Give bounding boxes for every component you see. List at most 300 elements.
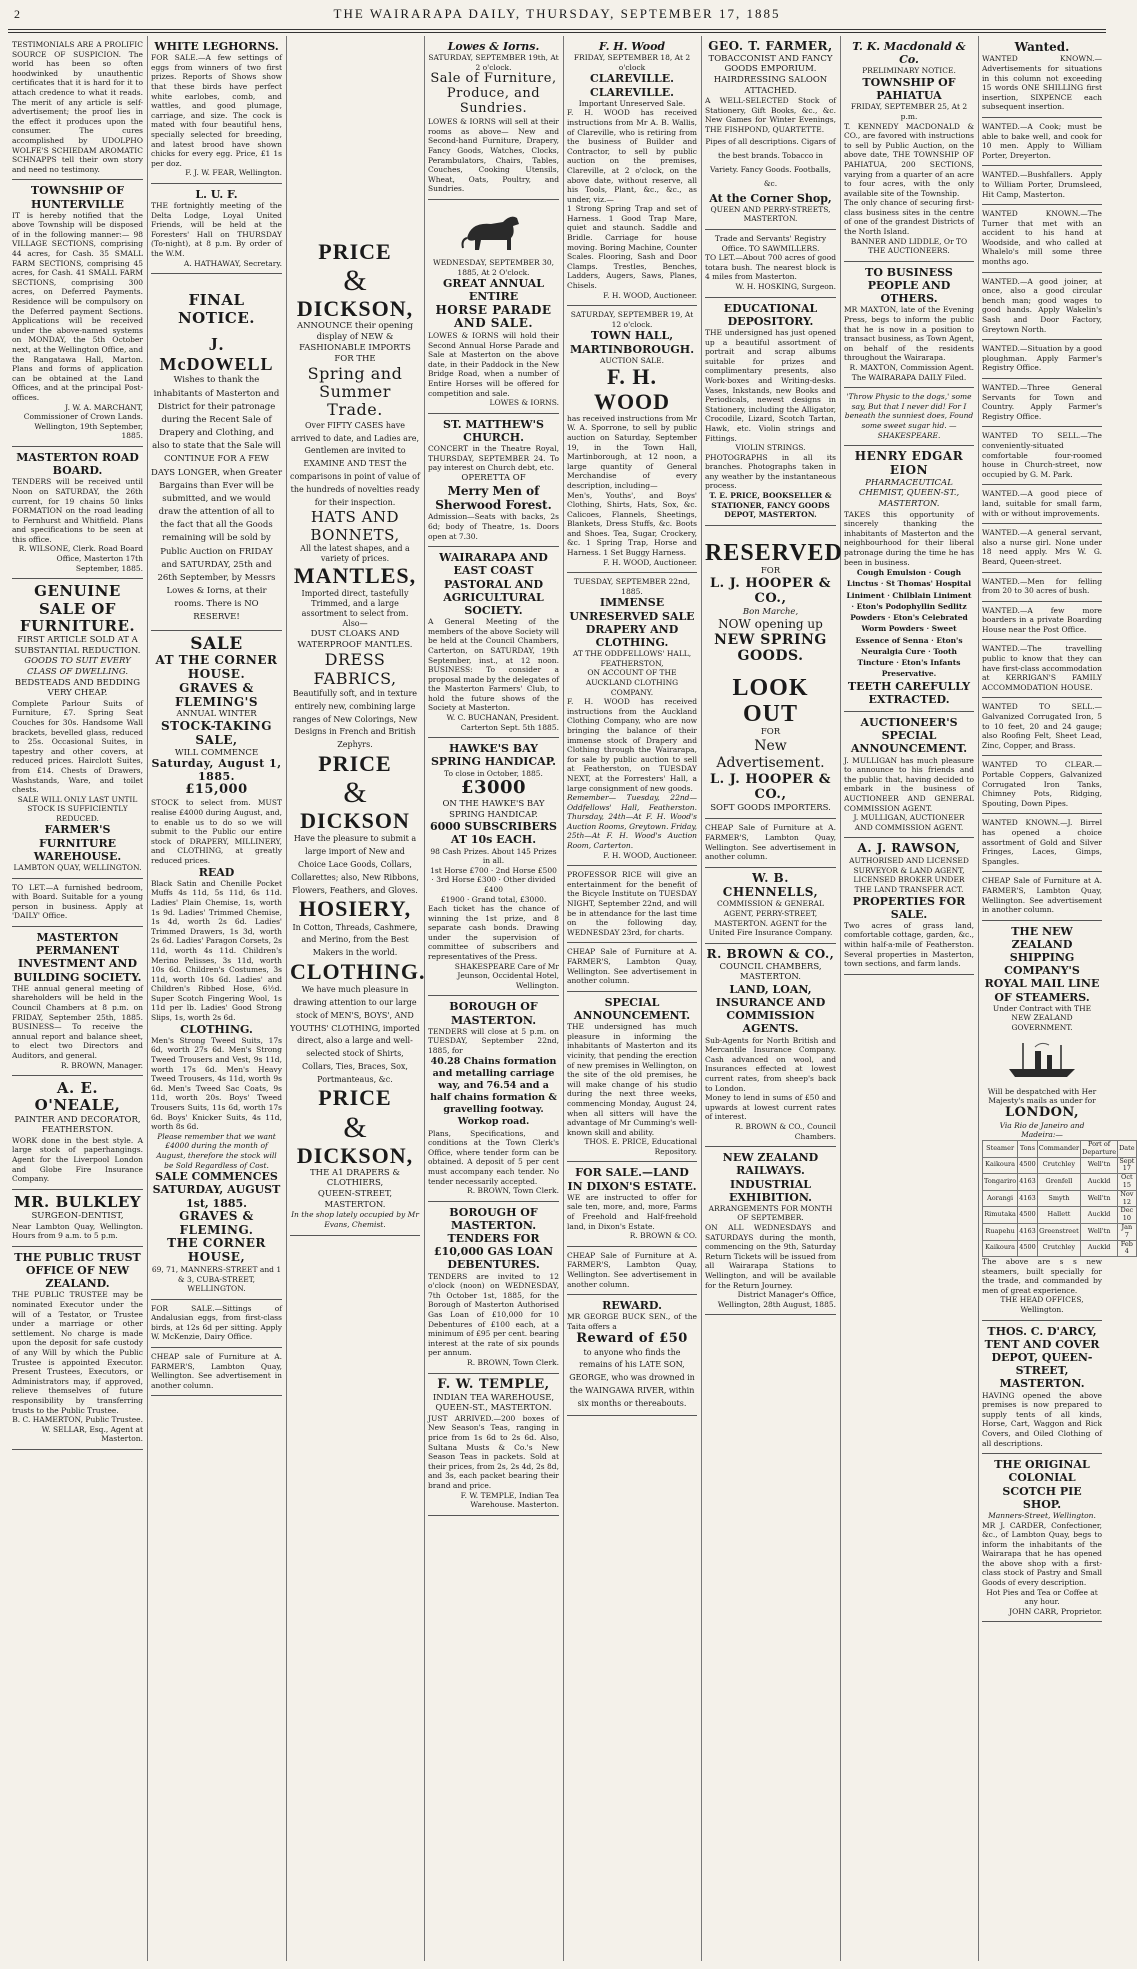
ad-body: Wishes to thank the inhabitants of Masterton and District for their patronage during the Recent Sale of Drapery and Clothing, and also to state that the Sale will CONTINUE FOR A FEW DAYS LONGER, when Greater Bargains than Ever will be submitted, and we would draw the attention of all to the fact that all the Goods remaining will be sold by Public Auction on FRIDAY and SATURDAY, 25th and 26th September, by Messrs Lowes & Iorns, at their rooms. There is NO RESERVE! [151,375,283,623]
ad-heading: WHITE LEGHORNS. [154,40,279,53]
ad-body: PHOTOGRAPHS in all its branches. Photographs taken in any weather by the instantaneous process. [705,452,836,491]
ad-body: 98 Cash Prizes. About 145 Prizes in all. [430,846,557,866]
ad-heading: TO BUSINESS PEOPLE AND OTHERS. [865,265,953,306]
table-row [983,1190,1137,1207]
ad-body: THE annual general meeting of shareholders will be held in the Council Chambers at 8 p.m. on FRIDAY, September 25th, 1885. BUSINESS— To receive the annual report and balance sheet, to elect two Directors and Auditors, and general. [12,983,143,1060]
ad-body: Also— [342,619,368,629]
table-cell: Auckld [1081,1174,1118,1191]
ad-heading: TOWN HALL, MARTINBOROUGH. [569,329,695,356]
ad-heading: PRICE [318,750,392,776]
ad-body: THE fortnightly meeting of the Delta Lodge, Loyal United Friends, will be held at the Foresters' Hall on THURSDAY (To-night), at 8 p.m. By order of the W.M. [151,201,282,259]
ad-body: LOWES & IORNS will sell at their rooms as above— New and Second-hand Furniture, Drapery, Fancy Goods, Watches, Clocks, Perambulators, Chairs, Tables, Couches, Cooking Utensils, Wheat, Oats, Poultry, and Sundries. [428,117,559,194]
table-cell: Feb 4 [1118,1240,1137,1257]
wanted-item: WANTED.—A few more boarders in a private Boarding House near the Post Office. [982,605,1102,634]
wanted-item: WANTED.—The travelling public to know that they can have first-class accommodation at KERRIGAN'S FAMILY ACCOMMODATION HOUSE. [982,644,1102,692]
ad-body: WORK done in the best style. A large stock of paperhangings. Agent for the Liverpool London and Globe Fire Insurance Company. [12,1135,143,1184]
ad-body: Remember— Tuesday, 22nd—Oddfellows' Hall, Featherston. Thursday, 24th—At F. H. Wood's Auction Rooms, Greytown. Friday, 25th—At F. H. Wood's Auction Room, Carterton. [567,793,697,851]
ad-heading: RESERVED [705,539,843,566]
section-heading: Wanted. [1014,40,1070,54]
wanted-item: WANTED.—A good piece of land, suitable for small farm, with or without improvements. [982,489,1102,518]
ad-heading: A. E. O'NEALE, [34,1079,121,1115]
ad-signature: R. BROWN & CO. [629,1231,697,1241]
hunterville-ad [12,180,143,447]
ad-heading: 6000 SUBSCRIBERS AT 10s EACH. [429,820,558,847]
ad-note: SALE WILL ONLY LAST UNTIL STOCK IS SUFFICIENTLY REDUCED. [17,794,138,823]
ad-heading: MASTERTON PERMANENT INVESTMENT AND BUILDING SOCIETY. [13,931,142,984]
ad-signature: THOS. E. PRICE, Educational Repository. [584,1137,697,1156]
table-row [983,1240,1137,1257]
ad-body: J. MULLIGAN has much pleasure to announce to his friends and the public that, having decided to embark in the business of AUCTIONEER AND GENERAL COMMISSION AGENT. [844,755,974,813]
table-header-row [983,1140,1137,1157]
ad-body: F. H. WOOD has received instructions from the Auckland Clothing Company, who are now bringing the balance of their immense stock of Drapery and Clothing through the Wairarapa, for sale by public auction to sell at Featherston, on TUESDAY NEXT, at the Forresters' Hall, a large consignment of new goods. [567,697,697,793]
price-dickson-ad [290,36,426,1236]
ad-signature: J. W. A. MARCHANT, Commissioner of Crown Lands. Wellington, 19th September, 1885. [23,402,143,441]
ad-body: Two acres of grass land, comfortable cottage, garden, &c., within half-a-mile of Featherston. Several properties in Masterton, town sections, and farm lands. [844,920,974,969]
ad-signature: J. MULLIGAN, AUCTIONEER AND COMMISSION AGENT. [853,813,965,832]
ad-heading: EDUCATIONAL DEPOSITORY. [723,301,818,328]
ad-body: TO LET.—A furnished bedroom, with Board. Suitable for a young person in business. Apply at 'DAILY' Office. [12,882,143,921]
table-header-cell: Tons [1018,1140,1038,1157]
wanted-item-ad [982,340,1102,379]
reward-ad [567,1295,697,1416]
table-row [983,1223,1137,1240]
ad-heading: ROYAL MAIL LINE OF STEAMERS. [984,977,1100,1004]
shakespeare-quote [844,388,974,446]
wanted-item-ad [982,524,1102,572]
ad-subheading: SURGEON-DENTIST, [31,1211,124,1222]
ad-heading: DRAPERY AND CLOTHING. [585,622,679,649]
ad-address: LAMBTON QUAY, WELLINGTON. [13,863,142,873]
wanted-item-ad [982,118,1102,166]
item-list: 1 Strong Spring Trap and set of Harness. 1 Good Trap Mare, quiet and staunch. Saddle and Bridle. Carriage for house moving. Boring Machine, Counter Scales. Flooring, Sash and Door Clamps. Trestles, Benches, Ladders, Augers, Saws, Planes, Chisels. [567,204,697,291]
ad-heading: THE PUBLIC TRUST OFFICE OF NEW ZEALAND. [14,1250,141,1291]
ad-body: STOCK to select from. MUST realise £4000 during August, and, to enable us to do so we will submit to the Public our entire stock of DRAPERY, MILLINERY, and CLOTHING, at greatly reduced prices. [151,798,282,865]
wanted-item: WANTED KNOWN.—Advertisements for situations in this column not exceeding 15 words ONE SHILLING first insertion, SIXPENCE each subsequent insertion. [982,54,1102,112]
table-cell: Grenfell [1037,1174,1080,1191]
borough-tender-ad [428,996,559,1201]
ad-date: SATURDAY, SEPTEMBER 19th, At 2 o'clock. [428,53,559,72]
ad-signature: LOWES & IORNS. [489,398,559,408]
ad-body: MR GEORGE BUCK SEN., of the Taita offers a [567,1312,697,1331]
ad-heading: T. K. Macdonald & Co. [852,40,966,67]
ad-body: We have much pleasure in drawing attention to our large stock of MEN'S, BOYS', AND YOUTHS' CLOTHING, imported direct, also a large and well-selected stock of Shirts, Collars, Ties, Braces, Sox, Portmanteaus, &c. [290,985,420,1084]
table-cell: Aorangi [983,1190,1018,1207]
shipping-ad [982,921,1135,1321]
ad-signature: R. MAXTON, Commission Agent. [849,362,974,372]
cheap-furniture-ad [151,1348,282,1396]
ad-signature: R. WILSONE, Clerk. Road Board Office, Masterton 17th September, 1885. [18,544,143,573]
wanted-item: WANTED.—A Cook; must be able to bake well, and cook for 10 men. Apply to William Porter, Dreyerton. [982,121,1102,160]
table-cell: 4163 [1018,1190,1038,1207]
ad-subheading: PAINTER AND DECORATOR, FEATHERSTON. [14,1114,141,1136]
ad-body: Have the pleasure to submit a large import of New and Choice Lace Goods, Collars, Collarettes; also, New Ribbons, Flowers, Feathers, and Gloves. [291,834,419,895]
ad-body: TO LET.—About 700 acres of good totara bush. The nearest block is 4 miles from Masterton. [705,253,836,282]
ad-heading: L. U. F. [195,187,238,201]
ad-heading: AUCTIONEER'S SPECIAL ANNOUNCEMENT. [850,716,968,756]
ad-body: All the latest shapes, and a variety of prices. [300,543,410,564]
table-cell: Well'tn [1081,1223,1118,1240]
ad-subheading: VIOLIN STRINGS. [735,443,806,453]
ad-body: In Cotton, Threads, Cashmere, and Merino, from the Best Makers in the world. [292,922,418,958]
ad-heading: HAWKE'S BAY SPRING HANDICAP. [430,742,557,769]
ad-subheading: WILL COMMENCE [174,747,259,758]
masthead [0,0,1114,28]
ad-subheading: Bon Marche, [742,606,799,617]
ad-body: ANNOUNCE their opening display of NEW & FASHIONABLE IMPORTS [296,321,414,354]
ad-body: to anyone who finds the remains of his LATE SON, GEORGE, who was drowned in the WAINGAWA RIVER, within six months or thereabouts. [569,1347,695,1408]
chemist-ad [844,446,974,712]
ad-heading: SALE COMMENCES SATURDAY, AUGUST 1st, 1885. [152,1170,281,1210]
remedy-list: Cough Emulsion · Cough Linctus · St Thomas' Hospital Liniment · Chilblain Liniment · Eton's Podophyllin Sedlitz Powders · Eton's Celebrated Worm Powders · Sweet Essence of Senna · Eton's Neuralgia Cure · Tooth Tincture · Eton's Infants Preservative. [846,568,972,679]
lowes-iorns-ad [428,36,559,200]
cheap-furniture-ad [567,1247,697,1295]
ad-heading: STOCK-TAKING SALE, [161,718,272,747]
table-header-cell: Commander [1037,1140,1080,1157]
price-list: Black Satin and Chenille Pocket Muffs 4s 11d, 5s 11d, 6s 11d. Ladies' Plain Chemise, 1s, worth 1s 9d. Ladies' Trimmed Chemise, 1s 4d, worth 2s 6d. Ladies' Trimmed Drawers, 1s 3d, worth 2s 6d. Ladies' Paragon Corsets, 2s 11d, worth 4s 11d. Children's Merino Pelisses, 3s 11d, worth 10s 6d. Children's Costumes, 3s 11d, worth 10s 6d. Ladies' and Children's Ribbed Hose, 6½d. Super Scotch Fingering Wool, 1s 11d per lb. Ladies' Good Strong Slips, 1s, worth 2s 6d. [151,878,282,1023]
ad-heading: THE ORIGINAL COLONIAL SCOTCH PIE SHOP. [994,1458,1090,1511]
clareville-sale-ad [567,36,697,306]
professor-rice-ad [567,866,697,943]
ad-signature: A. HATHAWAY, Secretary. [183,258,282,268]
luf-ad [151,184,282,274]
hawkes-bay-ad [428,738,559,996]
ad-body: MR MAXTON, late of the Evening Press, begs to inform the public that he is now in a position to transact business, as Town Agent, on behalf of the residents throughout the Wairarapa. [844,305,974,363]
ad-heading: MANTLES, [293,563,417,589]
ad-body: CHEAP Sale of Furniture at A. FARMER'S, Lambton Quay, Wellington. See advertisement in another column. [982,876,1102,915]
ad-date: WEDNESDAY, SEPTEMBER 30, 1885, At 2 O'clock. [432,257,554,277]
wanted-section [982,36,1102,118]
ad-signature: R. BROWN, Town Clerk. [467,1357,559,1367]
ad-heading: Merry Men of Sherwood Forest. [435,483,552,513]
ad-body: Complete Parlour Suits of Furniture, £7. Spring Seat Couches for 30s. Handsome Wall brackets, bevelled glass, reduced to 25s. Occasional Suites, in tapestry and other covers, at reduced prices. Hairclott Suites, from £14. Chests of Drawers, Washstands, Ware, and toilet chests. [12,698,143,795]
brown-co-ad [705,944,836,1147]
ad-heading: L. J. HOOPER & CO., [709,575,832,606]
table-cell: Sept 17 [1119,1156,1135,1173]
ad-body: TENDERS are invited to 12 o'clock (noon) on WEDNESDAY, 7th October 1st, 1885, for the Borough of Masterton Authorised Gas Loan of £10,000 for 10 Debentures of £100 each, at a minimum of £95 per cent. bearing interest at the rate of six pounds per annum. [428,1271,559,1358]
sailing-schedule-table [982,1140,1137,1257]
scotch-pie-ad [982,1454,1102,1622]
ad-heading: GREAT ANNUAL ENTIRE [442,277,545,304]
table-row [983,1157,1137,1174]
notice-text: TESTIMONIALS ARE A PROLIFIC SOURCE OF SUSPICION. The world has been so often hoodwinked by unauthentic certificates that it is hard for it to attach credence to what it reads. The merit of any article is self-advertisement; the proof lies in the effect it produces upon the consumer. The cures accomplished by UDOLPHO WOLFE'S SCHIEDAM AROMATIC SCHNAPPS tell their own story and need no testimony. [12,40,143,174]
ad-body: NOW opening up [718,617,823,632]
ad-heading: GEO. T. FARMER, [708,39,833,53]
table-cell: Well'tn [1081,1190,1118,1207]
educational-depository-ad [705,298,836,526]
ad-body: Imported direct, tastefully Trimmed, and a large assortment to select from. [301,588,409,618]
wanted-item: WANTED KNOWN.—J. Birrel has opened a choice assortment of Gold and Silver Fringes, Laces, Gimps, Spangles. [982,818,1102,866]
dentist-ad [12,1190,143,1247]
sale-date: Saturday, August 1, 1885. [151,757,282,783]
ad-subheading: Via Rio de Janeiro and Madeira:— [999,1120,1085,1140]
table-header-cell: Port of Departure [1082,1139,1117,1156]
ad-body: F. H. WOOD has received instructions from Mr A. B. Wallis, of Clareville, who is retiring from the business of Builder and Contractor, to sell by public auction on the premises, Clareville, at 2 o'clock, on the above date, without reserve, all his Tools, Plant, &c., &c., as under, viz.— [567,108,697,204]
ad-heading: DICKSON [300,808,410,834]
quote-text: 'Throw Physic to the dogs,' some say, But that I never did! For I beneath the sunniest does, Found some sweet sugar hid. —SHAKESPEARE. [844,392,974,440]
ad-subheading: BEDSTEADS AND BEDDING VERY CHEAP. [14,677,141,699]
wanted-item-ad [982,756,1102,814]
newspaper-title: THE WAIRARAPA DAILY, THURSDAY, SEPTEMBER 17, 1885 [333,6,781,21]
price-list: Men's Strong Tweed Suits, 17s 6d, worth 27s 6d. Men's Strong Tweed Trousers and Vest, 9s 11d, worth 17s 6d. Men's Heavy Tweed Trousers, 4s 11d, worth 9s 6d. Men's Tweed Sac Coats, 9s 11d, worth 20s. Boys' Tweed Trousers Suits, 11s 6d, worth 17s 6d. Boys' Knicker Suits, 4s 11d, worth 8s 6d. [151,1035,282,1132]
table-cell: Dec 10 [1118,1207,1137,1224]
ad-heading: CLOTHING. [290,958,426,984]
ad-signature: R. BROWN & CO., Council Chambers. [735,1121,836,1141]
ad-heading: MASTERTON ROAD BOARD. [16,450,139,478]
ad-heading: Lowes & Iorns. [447,40,540,53]
pastoral-society-ad [428,547,559,738]
table-cell: Hallett [1037,1207,1080,1224]
table-cell: Crutchley [1037,1240,1080,1257]
dixon-estate-ad [567,1162,697,1246]
hooper-ad [705,526,843,820]
ad-subheading: FOR [760,727,781,738]
ad-subheading: AUTHORISED AND LICENSED SURVEYOR & LAND AGENT, LICENSED BROKER UNDER THE LAND TRANSFER ACT. [849,856,969,894]
ad-body: CHEAP Sale of Furniture at A. FARMER'S, Lambton Quay, Wellington. See advertisement in another column. [567,1250,697,1289]
table-row [983,1207,1137,1224]
masthead-rule [8,29,1106,30]
ad-heading: SALE [190,633,243,654]
ad-body: Beautifully soft, and in texture entirely new, combining large ranges of New Colorings, New Designs in French and British Zephyrs. [292,689,418,750]
ad-signature: T. E. PRICE, BOOKSELLER & STATIONER, FANCY GOODS DEPOT, MASTERTON. [709,491,832,520]
ad-heading: W. B. CHENNELLS, [722,870,819,899]
eggs-ad [151,1300,282,1348]
ad-body: Will be despatched with Her Majesty's mails as under for [987,1086,1097,1106]
horse-parade-ad [428,200,559,414]
ad-body: CHEAP sale of Furniture at A. FARMER'S, Lambton Quay, Wellington. See advertisement in another column. [151,1352,282,1390]
building-society-ad [12,927,143,1076]
ad-signature: F. J. W. FEAR, Wellington. [185,168,282,178]
ad-heading: IMMENSE UNRESERVED SALE [569,596,695,623]
ad-body: IT is hereby notified that the above Township will be disposed of in the following manner:— 98 VILLAGE SECTIONS, comprising 44 acres, for Cash. 35 SMALL FARM SECTIONS, comprising 45 acres, for Cash. 41 SMALL FARM SECTIONS, comprising 300 acres, on Deferred Payments. Residence will be compulsory on the Deferred payment Sections. Applications will be received under the above-named systems on MONDAY, the 5th October next, at the Wellington Office, and the Rangatawa Hall, Marton. Plans and forms of application can be obtained at the Land Offices, and at the principal Post-offices. [12,210,143,402]
ad-body: THE undersigned has much pleasure in informing the inhabitants of Masterton and its vicinity, that pending the erection of new premises in Wellington, on the site of the old premises, he will make change of his studio during the next three weeks, commencing Monday, August 24, when all sitters will have the advantage of Mr Cumming's well-known skill and ability. [567,1022,697,1137]
ad-heading: CLOTHING. [180,1022,253,1036]
ad-note: Please remember that we want £4000 during the month of August, therefore the stock will be Sold Regardless of Cost. [156,1131,277,1170]
graves-fleming-ad [151,631,282,1300]
sawmillers-ad [705,230,836,298]
ad-heading: READ [198,865,235,879]
cheap-furniture-ad [567,943,697,991]
column-4 [424,36,563,1961]
wanted-item-ad [982,273,1102,341]
ad-body: CHEAP Sale of Furniture at A. FARMER'S, Lambton Quay, Wellington. See advertisement in another column. [567,947,697,986]
ad-heading: HATS AND BONNETS, [310,508,400,544]
wanted-item-ad [982,379,1102,427]
ad-heading: CLAREVILLE. CLAREVILLE. [590,72,674,99]
ad-heading: DRESS FABRICS, [313,650,397,688]
ad-heading: F. H. WOOD [593,364,671,414]
martinborough-sale-ad [567,306,697,573]
ad-signature: F. H. WOOD, Auctioneer. [603,290,697,300]
ad-body: MR J. CARDER, Confectioner, &c., of Lambton Quay, begs to inform the inhabitants of the Wairarapa that he has opened the above shop with a first-class stock of Pastry and Small Goods of every description. [982,1520,1102,1588]
ad-subheading: THE A1 DRAPERS & CLOTHIERS, [309,1167,400,1189]
ampersand: & [343,264,367,298]
masthead-rule-2 [8,32,1106,33]
wanted-item: WANTED.—A good joiner, at once, also a good circular bench man; good wages to good hands. Apply Wakelin's Sash and Door Factory, Greytown North. [982,276,1102,334]
ad-body: Plans, Specifications, and conditions at the Town Clerk's Office, where tender form can be obtained. A deposit of 5 per cent must accompany each tender. No tender necessarily accepted. [428,1128,559,1186]
ad-heading: HOSIERY, [298,896,412,922]
ad-body: The only chance of securing first-class business sites in the centre of one of the grandest Districts of the North Island. [844,198,974,237]
ad-body: TAKES this opportunity of sincerely thanking the inhabitants of Masterton and the neighbourhood for their liberal patronage during the time he has been in business. [844,509,974,567]
ad-heading: Sale of Furniture, Produce, and Sundries. [430,71,557,117]
table-cell: 4163 [1018,1223,1038,1240]
page-number: 2 [14,7,20,21]
ad-body: Each ticket has the chance of winning the 1st prize, and 8 separate cash bonds. Drawing under the supervision of committee of subscribers and representatives of the Press. [428,904,559,962]
ad-body: THE PUBLIC TRUSTEE may be nominated Executor under the will of a Testator, or Trustee under a marriage or other settlement. No charge is made upon the deposit for safe custody of any Will by which the Public Trustee is appointed Executor. Present Trustees, Executors, or Administrators may, if approved, relieve themselves of future responsibility by transferring trusts to the Public Trustee. [12,1290,143,1415]
ad-body: FOR SALE.—A few settings of eggs from winners of two first prizes. Reports of Shows show that these birds have perfect white earlobes, comb, and wattles, and good plumage, carriage, and size. The cock is mated with four beautiful hens, specially selected for breeding, and latest brood have shown chicks for every egg. Price, £1 1s per doz. [151,53,282,168]
table-cell: 4163 [1018,1174,1038,1191]
table-cell: 4500 [1018,1240,1038,1257]
ad-heading: LAND, LOAN, INSURANCE AND COMMISSION AGENTS. [715,982,826,1036]
wanted-item: WANTED TO CLEAR.—Portable Coppers, Galvanized Corrugated Iron Tanks, Chimney Pots, Ridging, Spouting, Down Pipes. [982,760,1102,808]
ad-subheading: TOBACCONIST AND FANCY GOODS EMPORIUM. [708,53,833,75]
ad-heading: New Advertisement. [716,737,825,772]
reward-amount: Reward of £50 [576,1330,688,1346]
table-cell: Well'tn [1081,1157,1118,1174]
ad-heading: HORSE PARADE AND SALE. [435,302,552,331]
column-2 [147,36,286,1961]
column-3 [286,36,424,1961]
ad-address: QUEEN-ST., MASTERTON. [435,1403,552,1414]
furniture-ad [12,579,143,878]
ad-note: In the shop lately occupied by Mr Evans, Chemist. [291,1210,419,1229]
ad-subheading: AT THE ODDFELLOWS' HALL, FEATHERSTON, [572,649,692,668]
table-cell: Greenstreet [1037,1223,1080,1240]
ad-heading: PRICE [318,1085,392,1111]
ad-note: The WAIRARAPA DAILY Filed. [851,372,967,382]
wanted-item: WANTED KNOWN.—The Turner that met with an accident to his hand at Woodside, and who called at Whalelo's mill some three months ago. [982,209,1102,267]
ad-body: TENDERS will be received until Noon on SATURDAY, the 26th current, for 19 chains 50 links FORMATION on the road leading to Fernhurst and Whitfield. Plans and specifications to be seen at this office. [12,477,143,544]
wanted-item-ad [982,485,1102,524]
ad-address: QUEEN-STREET, MASTERTON. [317,1189,393,1210]
ad-subheading: DUST CLOAKS AND WATERPROOF MANTLES. [297,629,413,651]
ad-heading: AT THE CORNER HOUSE. [155,653,278,681]
ad-heading: NEW SPRING GOODS. [714,632,827,665]
ad-heading: R. BROWN & CO., [706,946,835,961]
ad-heading: J. McDOWELL [159,333,274,374]
ad-heading: FARMER'S FURNITURE WAREHOUSE. [33,823,122,863]
ad-heading: WAIRARAPA AND EAST COAST PASTORAL AND AGRICULTURAL SOCIETY. [439,551,548,617]
ad-heading: GRAVES & FLEMING. [179,1208,254,1237]
item-list: Men's, Youths', and Boys' Clothing, Shirts, Hats, Sox, &c. Calicoes, Flannels, Sheetings, Blankets, Dress Stuffs, &c. Boots and Shoes. Tea, Sugar, Crockery, &c. 1 Spring Trap, Horse and Harness. 1 Set Buggy Harness. [567,490,697,558]
ad-body: HAVING opened the above premises is now prepared to supply tents of all kinds, Horse, Cart, Waggon and Rick Covers, and Oiled Clothing of all descriptions. [982,1390,1102,1448]
ad-body: WE are instructed to offer for sale ten, more, and, more, Farms of Freehold and Half-freehold land, in Dixon's Estate. [567,1192,697,1231]
ad-subheading: HAIRDRESSING SALOON ATTACHED. [713,75,828,96]
ad-body: THE undersigned has just opened up a beautiful assortment of portrait and scrap albums suitable for prizes and complimentary presents, also Work-boxes and Writing-desks. Vases, Inkstands, new Books and Periodicals, newest designs in Stationery, including the Alligator, Crocodile, Lizard, Scotch Tartan, Hawk, etc. Violin strings and Fittings. [705,327,836,443]
ad-subheading: SOFT GOODS IMPORTERS. [710,802,831,813]
ad-heading: PROPERTIES FOR SALE. [852,894,966,921]
ad-heading: A. J. RAWSON, [857,841,961,856]
ad-subheading: ARRANGEMENTS FOR MONTH OF SEPTEMBER. [708,1203,833,1223]
wanted-item: WANTED.—Situation by a good ploughman. Apply Farmer's Registry Office. [982,344,1102,373]
ad-body: FOR SALE.—Sittings of Andalusian eggs, from first-class birds, at 12s 6d per sitting. Apply W. McKenzie, Dairy Office. [151,1303,282,1342]
ad-signature: District Manager's Office, Wellington, 28th August, 1885. [717,1290,836,1309]
ad-date: TUESDAY, SEPTEMBER 22nd, 1885. [573,577,691,596]
concert-ad [428,414,559,547]
ad-body: Money to lend in sums of £50 and upwards at lowest current rates of interest. [705,1093,836,1122]
ad-body: LOWES & IORNS will hold their Second Annual Horse Parade and Sale at Masterton on the above date, in their Paddock in the New Bridge Road, when a number of Entire Horses will be offered for competition and sale. [428,331,559,398]
ad-date: FRIDAY, SEPTEMBER 18, At 2 o'clock [573,53,691,72]
prize-amount: £3000 [460,777,527,799]
ad-date: FRIDAY, SEPTEMBER 25, At 2 p.m. [850,102,968,121]
table-cell: Kaikoura [983,1157,1018,1174]
ad-signature: F. H. WOOD, Auctioneer. [603,557,697,567]
ad-heading: FOR SALE.—LAND IN DIXON'S ESTATE. [567,1166,697,1193]
gas-loan-ad [428,1202,559,1374]
ad-address: 69, 71, MANNERS-STREET and 1 & 3, CUBA-STREET, WELLINGTON. [151,1264,282,1294]
wanted-item-ad [982,427,1102,485]
wanted-item: WANTED.—Men for felling from 20 to 30 acres of bush. [982,576,1102,596]
farmer-tobacconist-ad [705,36,836,230]
ad-body: A WELL-SELECTED Stock of Stationery, Gift Books, &c., &c. New Games for Winter Evenings, THE FISHPOND, QUARTETTE. [705,96,836,135]
wanted-item-ad [982,205,1102,273]
mulligan-ad [844,712,974,838]
ad-heading: DICKSON, [296,1142,414,1168]
table-header-cell: Steamer [983,1140,1018,1157]
ad-heading: At the Corner Shop, [709,191,832,205]
temple-tea-ad [428,1374,559,1516]
ad-subheading: Under Contract with THE NEW ZEALAND GOVERNMENT. [992,1003,1092,1033]
wanted-item: WANTED TO SELL.—Galvanized Corrugated Iron, 5 to 10 feet, 20 and 24 gauge; also Roofing Felt, Sheet Lead, Zinc, Copper, and Brass. [982,702,1102,750]
ad-heading: FINAL NOTICE. [177,291,256,327]
table-cell: Kaikoura [983,1240,1018,1257]
column-8 [978,36,1135,1961]
mcdowell-ad [151,274,282,630]
ad-subheading: ANNUAL WINTER [176,709,257,720]
ad-subheading: GOODS TO SUIT EVERY CLASS OF DWELLING. [24,656,131,677]
table-cell: Oct 15 [1118,1174,1137,1191]
ad-heading: TEETH CAREFULLY EXTRACTED. [847,679,971,706]
leghorns-ad [151,36,282,184]
wanted-item-ad [982,573,1102,602]
ad-signature: F. W. TEMPLE, Indian Tea Warehouse. Masterton. [460,1490,559,1510]
ad-body: PROFESSOR RICE will give an entertainment for the benefit of the Bicycle Institute on TUESDAY NIGHT, September 22nd, and will be in attendance for the last time on the following day, WEDNESDAY 23rd, for charts. [567,870,697,937]
ad-subheading: ON ACCOUNT OF THE AUCKLAND CLOTHING COMPANY. [585,668,679,697]
road-board-ad [12,447,143,579]
table-cell: Tongariro [983,1174,1018,1191]
ad-date: SATURDAY, SEPTEMBER 19, At 12 o'clock. [570,310,694,329]
ad-heading: F. H. Wood [598,40,666,53]
tender-details: 40.28 Chains formation and metalling carriage way, and 76.54 and a half chains formation & gravelling footway. Workop road. [430,1055,557,1128]
wanted-item: WANTED.—A general servant, also a nurse girl. None under 18 need apply. Mrs W. G. Beard, Queen-street. [982,528,1102,566]
prize-total: £1900 · Grand total, £3000. [440,894,547,904]
public-trust-ad [12,1247,143,1450]
ad-heading: L. J. HOOPER & CO., [709,771,832,802]
to-let-ad [12,879,143,927]
ad-heading: HENRY EDGAR EION [854,449,964,477]
ad-note: Hot Pies and Tea or Coffee at any hour. [986,1587,1098,1607]
sale-amount: £15,000 [185,782,248,798]
wanted-item-ad [982,698,1102,756]
table-cell: Jan 7 [1118,1223,1137,1240]
ad-heading: INDUSTRIAL EXHIBITION. [729,1177,812,1204]
ad-heading: DICKSON, [296,296,414,322]
ad-heading: LONDON, [1004,1104,1080,1120]
table-row [983,1174,1137,1191]
ad-heading: F. W. TEMPLE, [437,1376,550,1392]
column-6 [701,36,843,1961]
table-cell: 4500 [1018,1157,1038,1174]
rawson-ad [844,838,974,975]
table-header-cell: Date [1118,1140,1137,1157]
wanted-item: WANTED TO SELL.—The conveniently-situated comfortable four-roomed house in Church-street, now occupied by G. M. Park. [982,431,1102,479]
ad-subheading: AUCTION SALE. [600,355,664,365]
ad-body: Admission—Seats with backs, 2s 6d; body of Theatre, 1s. Doors open at 7.30. [428,512,559,541]
ad-heading: SPECIAL ANNOUNCEMENT. [573,995,691,1022]
schnapps-notice [12,36,143,180]
ad-signature: SHAKESPEARE Care of Mr Jeunson, Occidental Hotel, Wellington. [454,961,559,990]
darcy-tent-ad [982,1321,1102,1455]
ad-address: Manners-Street, Wellington. [988,1510,1096,1520]
